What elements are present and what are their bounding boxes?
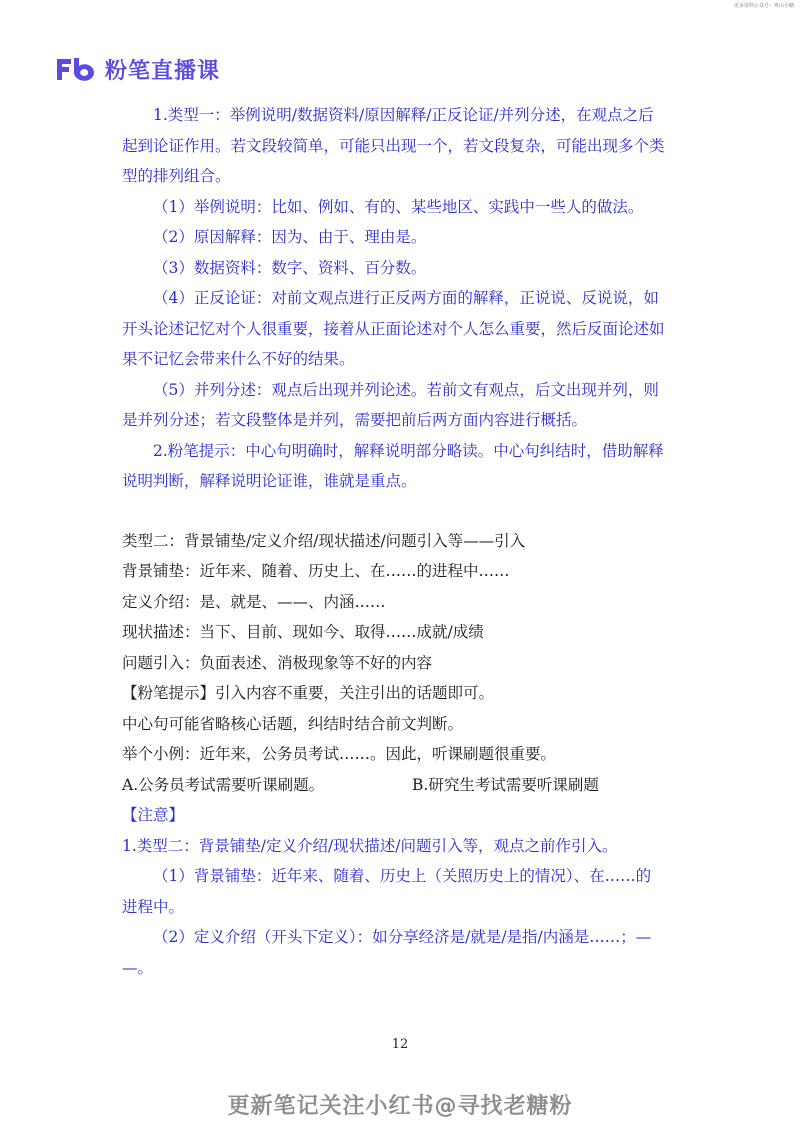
problem-line: 问题引入：负面表述、消极现象等不好的内容 (122, 653, 433, 672)
definition-line: 定义介绍：是、就是、——、内涵…… (122, 592, 386, 611)
data-item: （3）数据资料：数字、资料、百分数。 (153, 258, 427, 277)
section-gap (122, 497, 682, 526)
status-line: 现状描述：当下、目前、现如今、取得……成就/成绩 (122, 623, 484, 641)
pros-cons-item: 开头论述记忆对个人很重要，接着从正面论述对个人怎么重要，然后反面论述如 (122, 319, 665, 338)
parallel-item: 是并列分述；若文段整体是并列，需要把前后两方面内容进行概括。 (122, 411, 588, 429)
pros-cons-item: 果不记忆会带来什么不好的结果。 (122, 350, 355, 368)
example-line: 举个小例：近年来，公务员考试……。因此，听课刷题很重要。 (122, 745, 557, 763)
answer-options (122, 770, 682, 801)
notice-definition-item: —。 (122, 958, 154, 977)
notice-background-item: 进程中。 (122, 897, 185, 916)
footer-watermark: 更新笔记关注小红书@寻找老糖粉 (227, 1094, 573, 1119)
page-number: 12 (391, 1037, 409, 1052)
tip-line: 说明判断，解释说明论证谁，谁就是重点。 (122, 472, 417, 490)
option-b: B.研究生考试需要听课刷题 (412, 775, 599, 794)
notice-heading: 【注意】 (122, 806, 185, 824)
pros-cons-item: （4）正反论证：对前文观点进行正反两方面的解释，正说说、反说说，如 (153, 289, 659, 307)
parallel-item: （5）并列分述：观点后出现并列论述。若前文有观点，后文出现并列，则 (153, 380, 659, 399)
notice-definition-item: （2）定义介绍（开头下定义）：如分享经济是/就是/是指/内涵是……；— (153, 928, 652, 946)
top-note: 更多资料公众号：粤山小糖 (733, 3, 794, 9)
type1-intro-line: 起到论证作用。若文段较简单，可能只出现一个，若文段复杂，可能出现多个类 (122, 136, 665, 155)
fb-logo-icon (55, 56, 97, 82)
notice-background-item: （1）背景铺垫：近年来、随着、历史上（关照历史上的情况）、在……的 (153, 867, 652, 885)
document-body (122, 100, 682, 983)
brand-name: 粉笔直播课 (105, 58, 221, 84)
example-item: （1）举例说明：比如、例如、有的、某些地区、实践中一些人的做法。 (153, 197, 644, 216)
center-sentence-line: 中心句可能省略核心话题，纠结时结合前文判断。 (122, 714, 464, 733)
notice-line: 1.类型二：背景铺垫/定义介绍/现状描述/问题引入等，观点之前作引入。 (122, 836, 618, 855)
type2-heading: 类型二：背景铺垫/定义介绍/现状描述/问题引入等——引入 (122, 531, 526, 550)
reason-item: （2）原因解释：因为、由于、理由是。 (153, 228, 427, 246)
type1-intro-line: 型的排列组合。 (122, 167, 231, 185)
brand-logo (55, 54, 220, 84)
option-a: A.公务员考试需要听课刷题。 (122, 775, 325, 794)
background-line: 背景铺垫：近年来、随着、历史上、在……的进程中…… (122, 562, 510, 580)
tip-line: 2.粉笔提示：中心句明确时，解释说明部分略读。中心句纠结时，借助解释 (153, 441, 664, 460)
fenbi-tip-line: 【粉笔提示】引入内容不重要，关注引出的话题即可。 (122, 684, 495, 702)
type1-intro-line: 1.类型一：举例说明/数据资料/原因解释/正反论证/并列分述，在观点之后 (153, 106, 654, 124)
